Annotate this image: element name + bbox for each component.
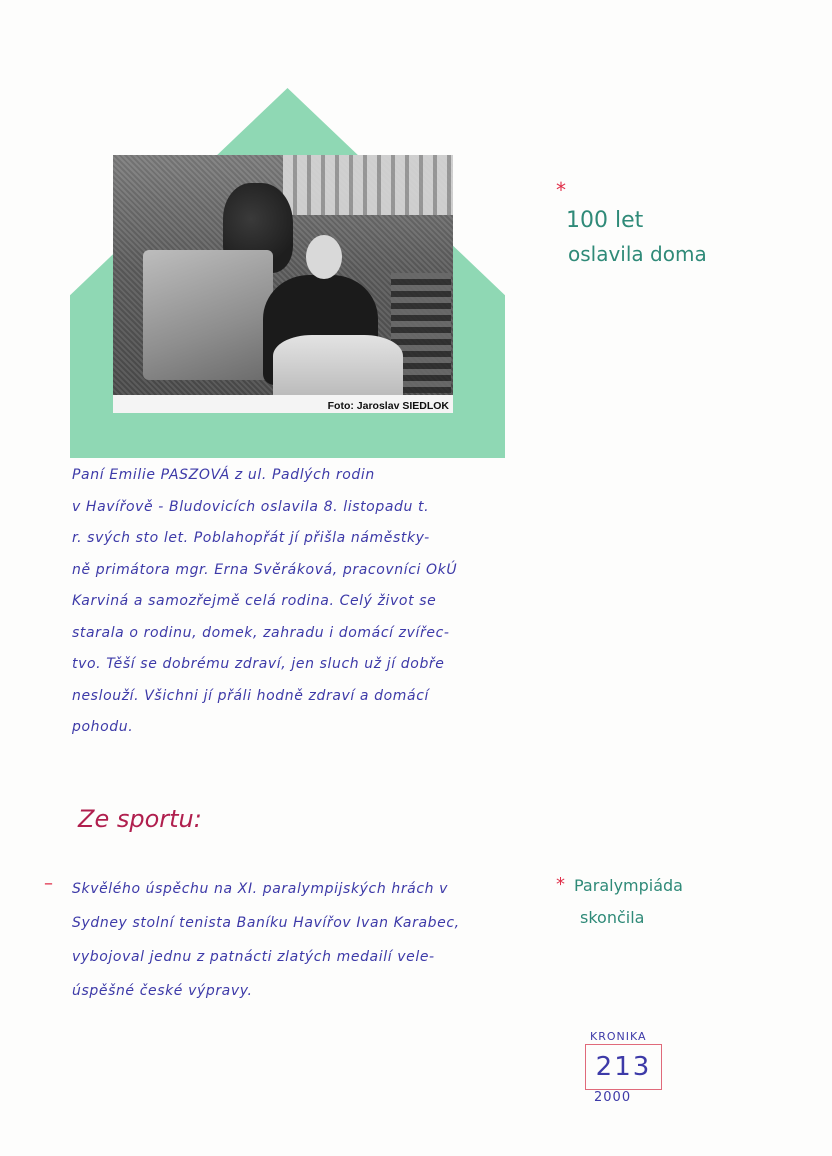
article-line: r. svých sto let. Poblahopřát jí přišla náměstky- [72, 530, 430, 546]
article-text [72, 460, 552, 744]
article-line: starala o rodinu, domek, zahradu i domácí zvířec- [72, 624, 450, 641]
article-line: neslouží. Všichni jí přáli hodně zdraví a domácí [72, 687, 430, 704]
sport-note-line1: Paralympiáda [574, 876, 683, 895]
article-line: Paní Emilie PASZOVÁ z ul. Padlých rodin [72, 467, 375, 483]
article-line: tvo. Těší se dobrému zdraví, jen sluch už jí dobře [72, 656, 445, 672]
sport-note-line2: skončila [580, 908, 645, 927]
stamp-label: KRONIKA [590, 1030, 647, 1043]
stamp-box [585, 1044, 662, 1090]
stamp-year: 2000 [594, 1090, 632, 1105]
sport-line: Skvělého úspěchu na XI. paralympijských hrách v [72, 881, 449, 897]
sport-line: úspěšné české výpravy. [72, 983, 253, 999]
photo-window [283, 155, 453, 215]
photo-person-head [306, 235, 342, 279]
sport-heading: Ze sportu: [78, 805, 202, 833]
newspaper-photo [113, 155, 453, 413]
photo-credit: Foto: Jaroslav SIEDLOK [327, 400, 449, 412]
sport-dash: – [44, 873, 53, 894]
side-note-marker: * [556, 178, 566, 202]
sport-note-marker: * [556, 874, 565, 895]
article-line: v Havířově - Bludovicích oslavila 8. listopadu t. [72, 498, 430, 515]
sport-line: vybojoval jednu z patnácti zlatých medailí vele- [72, 949, 435, 965]
side-note-line1: 100 let [566, 208, 644, 233]
article-line: Karviná a samozřejmě celá rodina. Celý život se [72, 593, 437, 609]
side-note-line2: oslavila doma [568, 242, 707, 266]
stamp-page-number: 213 [595, 1052, 652, 1082]
photo-table [143, 250, 273, 380]
article-line: ně primátora mgr. Erna Svěráková, pracovníci OkÚ [72, 561, 458, 578]
article-line: pohodu. [72, 719, 134, 735]
sport-line: Sydney stolní tenista Baníku Havířov Ivan Karabec, [72, 915, 460, 931]
sport-text [72, 872, 572, 1008]
